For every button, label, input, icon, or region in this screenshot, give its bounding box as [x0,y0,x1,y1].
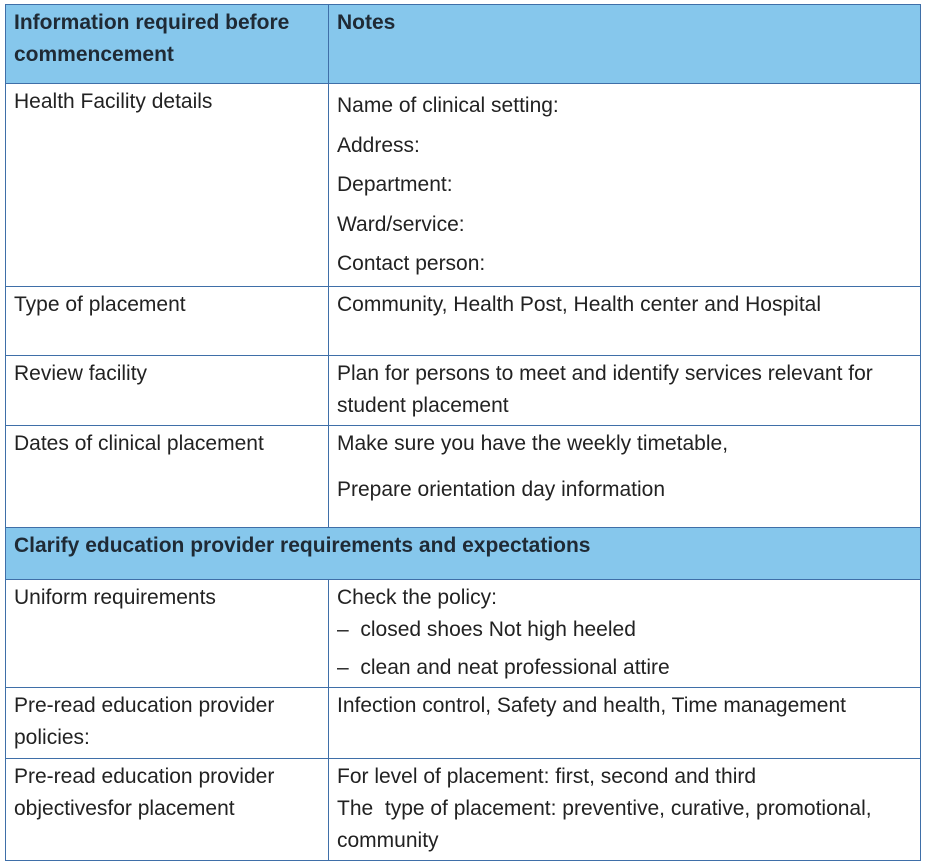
note-line: Check the policy: [337,585,497,609]
note-line: Prepare orientation day information [337,477,666,501]
row-label: Review facility [6,355,329,425]
note-line: Infection control, Safety and health, Time management [337,693,846,717]
row-label: Type of placement [6,286,329,355]
table-row [6,425,921,527]
note-line: Name of clinical setting: [337,94,559,117]
note-line: Address: [337,133,420,157]
note-bullet: – closed shoes Not high heeled [337,614,914,646]
table-row [6,84,921,287]
row-label: Uniform requirements [6,579,329,687]
row-label: Pre-read education provider objectivesfor placement [6,758,329,860]
note-line: Department: [337,173,453,197]
note-bullet: – clean and neat professional attire [337,652,914,684]
note-line: For level of placement: first, second and third [337,764,757,788]
note-line: Community, Health Post, Health center and Hospital [337,292,822,316]
header-information-required: Information required before commencement [6,5,329,84]
table-row [6,355,921,425]
row-notes [329,579,921,687]
row-notes [329,84,921,287]
header-notes: Notes [329,5,921,84]
note-line: Ward/service: [337,212,465,236]
row-notes [329,758,921,860]
row-notes [329,355,921,425]
table-row [6,758,921,860]
note-line: Contact person: [337,252,486,276]
row-label: Pre-read education provider policies: [6,687,329,758]
note-line: Make sure you have the weekly timetable, [337,431,729,455]
row-notes [329,425,921,527]
section-band-heading: Clarify education provider requirements and expectations [6,527,921,579]
table-header-row [6,5,921,84]
table-row [6,687,921,758]
row-label: Dates of clinical placement [6,425,329,527]
row-label: Health Facility details [6,84,329,287]
row-notes [329,687,921,758]
note-line: The type of placement: preventive, curative, promotional, community [337,796,878,852]
row-notes [329,286,921,355]
note-line: Plan for persons to meet and identify services relevant for student placement [337,361,873,417]
table-row [6,286,921,355]
commencement-checklist-table [5,4,921,861]
table-row [6,579,921,687]
section-band-row [6,527,921,579]
